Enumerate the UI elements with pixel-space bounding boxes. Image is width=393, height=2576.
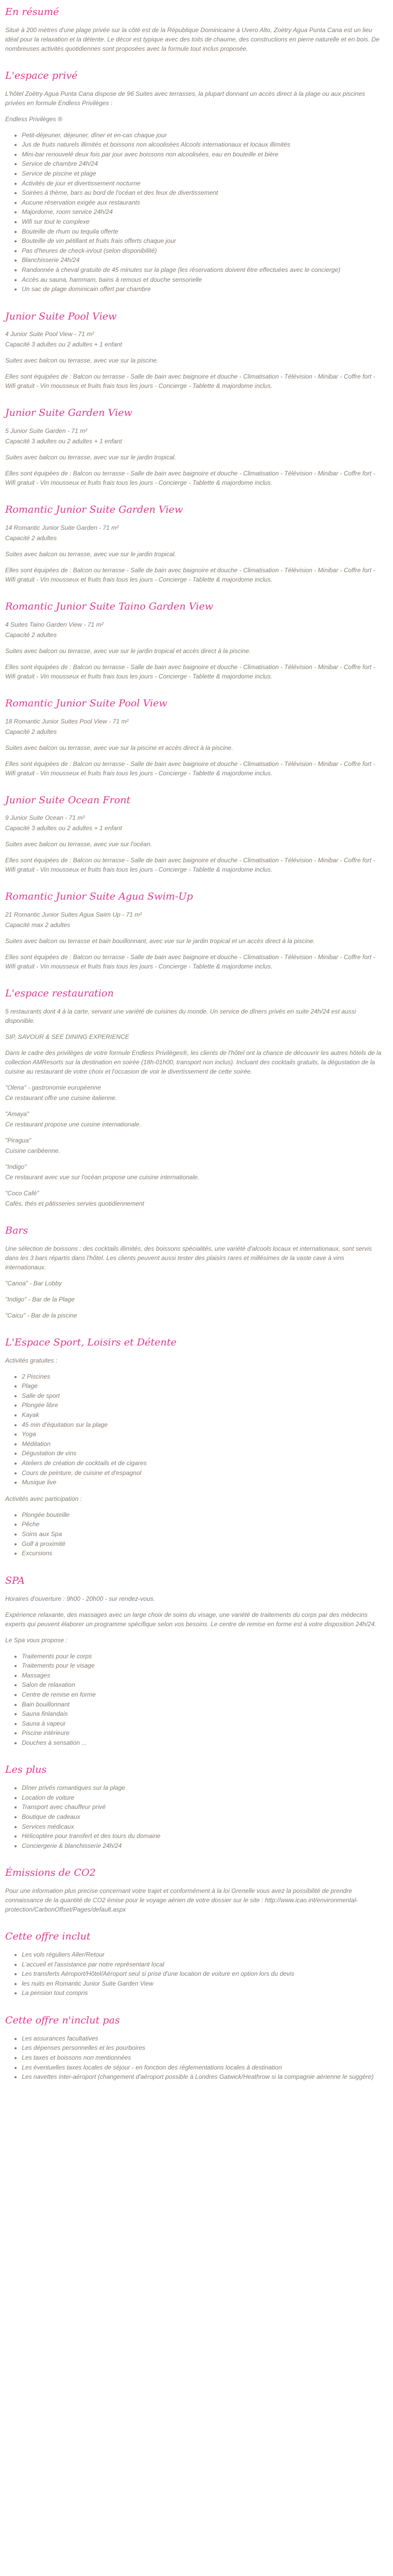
section-spa bbox=[5, 1575, 385, 1748]
list-item: • Un sac de plage dominicain offert par chambre bbox=[22, 284, 385, 294]
list-item: • Pas d'heures de check-in/out (selon disponibilité) bbox=[22, 246, 385, 256]
paragraph: Elles sont équipées de : Balcon ou terrasse - Salle de bain avec baignoire et douche - Climatisation - Télévision - Minibar - Coffre fort - Wifi gratuit - Vin mousseux et fruits frais tous les jours - Concierge - Tablette & majordome inclus. bbox=[5, 663, 375, 680]
section-les-plus bbox=[5, 1764, 385, 1850]
paragraph: Cafés, thés et pâtisseries servies quotidiennement bbox=[5, 1200, 145, 1208]
section-heading: Cette offre inclut bbox=[5, 1931, 91, 1943]
section-espace-restauration bbox=[5, 988, 385, 1208]
list-item: • Service de chambre 24h/24 bbox=[22, 159, 385, 169]
section-heading: Bars bbox=[5, 1225, 29, 1237]
list-item: • Centre de remise en forme bbox=[22, 1690, 385, 1700]
list-item: • Plongée bouteille bbox=[22, 1510, 385, 1520]
section-heading: Junior Suite Ocean Front bbox=[5, 794, 131, 806]
paragraph: Ce restaurant propose une cuisine internationale. bbox=[5, 1121, 142, 1128]
paragraph: Suites avec balcon ou terrasse, avec vue sur la piscine. bbox=[5, 357, 159, 365]
paragraph: Activités avec participation : bbox=[5, 1495, 82, 1502]
list-item: • Wifi sur tout le complexe bbox=[22, 217, 385, 227]
paragraph: Cuisine caribéenne. bbox=[5, 1147, 61, 1155]
section-espace-sport-loisirs-detente bbox=[5, 1337, 385, 1558]
paragraph: 4 Junior Suite Pool View - 71 m² bbox=[5, 330, 94, 338]
paragraph: "Coco Café" bbox=[5, 1190, 39, 1197]
paragraph: "Amaya" bbox=[5, 1110, 29, 1118]
section-heading: Cette offre n'inclut pas bbox=[5, 2015, 120, 2026]
list-item: • Soirées à thème, bars au bord de l'océan et des feux de divertissement bbox=[22, 188, 385, 198]
list-item: • Les navettes inter-aéroport (changement d'aéroport possible à Londres Gatwick/Heathrow si la compagnie aérienne le suggère) bbox=[22, 2072, 385, 2082]
paragraph: Capacité 2 adultes bbox=[5, 631, 57, 639]
paragraph: SIP, SAVOUR & SEE DINING EXPERIENCE bbox=[5, 1033, 130, 1041]
section-en-resume bbox=[5, 6, 385, 53]
paragraph: Elles sont équipées de : Balcon ou terrasse - Salle de bain avec baignoire et douche - Climatisation - Télévision - Minibar - Coffre fort - Wifi gratuit - Vin mousseux et fruits frais tous les jours - Concierge - Tablette & majordome inclus. bbox=[5, 760, 375, 777]
section-heading: Romantic Junior Suite Agua Swim-Up bbox=[5, 891, 193, 903]
list-item: • Location de voiture bbox=[22, 1793, 385, 1803]
list-item: • La pension tout compris bbox=[22, 1988, 385, 1998]
list-item: • Dégustation de vins bbox=[22, 1449, 385, 1458]
paragraph: Suites avec balcon ou terrasse et bain bouillonnant, avec vue sur le jardin tropical et un accès direct à la piscine. bbox=[5, 937, 315, 945]
paragraph: "Indigo" - Bar de la Plage bbox=[5, 1295, 75, 1303]
section-bars bbox=[5, 1225, 385, 1320]
section-heading: Romantic Junior Suite Pool View bbox=[5, 697, 167, 709]
paragraph: "Caicu" - Bar de la piscine bbox=[5, 1311, 77, 1319]
list-item: • Golf à proximité bbox=[22, 1539, 385, 1549]
list-item: • L'accueil et l'assistance par notre représentant local bbox=[22, 1960, 385, 1970]
list-item: • Salle de sport bbox=[22, 1391, 385, 1401]
list-item: • Douches à sensation ... bbox=[22, 1738, 385, 1748]
section-heading: L'espace privé bbox=[5, 69, 78, 81]
paragraph: Capacité max 2 adultes bbox=[5, 921, 71, 929]
section-romantic-junior-suite-pool-view bbox=[5, 698, 385, 778]
paragraph: Pour une information plus precise concernant votre trajet et conformément à la loi Grenelle vous avez la possibilité de prendre connaissance de la quantité de CO2 émise pour le voyage aérien de votre dossier sur le site : http://www.icao.int/environmental-protection/CarbonOffset/Pages/default.aspx bbox=[5, 1887, 358, 1914]
list-item: • Soins aux Spa bbox=[22, 1529, 385, 1539]
document-body bbox=[5, 6, 385, 2082]
bullet-list bbox=[5, 1510, 385, 1558]
paragraph: 18 Romantic Junior Suites Pool View - 71 m² bbox=[5, 717, 129, 725]
list-item: • Plage bbox=[22, 1381, 385, 1391]
section-emissions-co2 bbox=[5, 1867, 385, 1914]
list-item: • Les dépenses personnelles et les pourboires bbox=[22, 2043, 385, 2053]
list-item: • Majordome, room service 24h/24 bbox=[22, 207, 385, 217]
bullet-list bbox=[5, 131, 385, 294]
list-item: • Les transferts Aéroport/Hôtel/Aéroport seul si prise d'une location de voiture en option lors du devis bbox=[22, 1969, 385, 1979]
paragraph: "Canoa" - Bar Lobby bbox=[5, 1279, 62, 1287]
list-item: • Les vols réguliers Aller/Retour bbox=[22, 1950, 385, 1960]
paragraph: Capacité 3 adultes ou 2 adultes + 1 enfant bbox=[5, 341, 122, 349]
list-item: • Services médicaux bbox=[22, 1822, 385, 1832]
list-item: • Yoga bbox=[22, 1429, 385, 1439]
list-item: • Petit-déjeuner, déjeuner, dîner et en-cas chaque jour bbox=[22, 131, 385, 140]
section-cette-offre-n-inclut-pas bbox=[5, 2015, 385, 2082]
paragraph: 21 Romantic Junior Suites Agua Swim Up - 71 m² bbox=[5, 911, 142, 919]
paragraph: Capacité 2 adultes bbox=[5, 534, 57, 542]
list-item: • Aucune réservation exigée aux restaurants bbox=[22, 198, 385, 208]
list-item: • Salon de relaxation bbox=[22, 1680, 385, 1690]
paragraph: 5 Junior Suite Garden - 71 m² bbox=[5, 427, 88, 435]
paragraph: Ce restaurant avec vue sur l'océan propose une cuisine internationale. bbox=[5, 1174, 200, 1181]
list-item: • Sauna finlandais bbox=[22, 1709, 385, 1719]
list-item: • Sauna à vapeur bbox=[22, 1719, 385, 1729]
paragraph: Suites avec balcon ou terrasse, avec vue sur l'océan. bbox=[5, 841, 152, 848]
list-item: • Boutique de cadeaux bbox=[22, 1812, 385, 1822]
paragraph: Endless Privilèges ® bbox=[5, 115, 63, 123]
section-heading: Émissions de CO2 bbox=[5, 1867, 96, 1879]
list-item: • Bouteille de vin pétillant et fruits frais offerts chaque jour bbox=[22, 236, 385, 246]
list-item: • Accès au sauna, hammam, bains à remous et douche sensorielle bbox=[22, 275, 385, 285]
section-heading: Les plus bbox=[5, 1764, 47, 1776]
section-heading: En résumé bbox=[5, 6, 59, 18]
list-item: • Dîner privés romantiques sur la plage bbox=[22, 1783, 385, 1793]
list-item: • Cours de peinture, de cuisine et d'espagnol bbox=[22, 1468, 385, 1478]
list-item: • 2 Piscines bbox=[22, 1372, 385, 1382]
paragraph: Horaires d'ouverture : 9h00 - 20h00 - sur rendez-vous. bbox=[5, 1595, 156, 1602]
list-item: • Conciergerie & blanchisserie 24h/24 bbox=[22, 1841, 385, 1851]
paragraph: Dans le cadre des privilèges de votre formule Endless Privilèges®, les clients de l'hôtel ont la chance de découvrir les autres hôtels de la collection AMResorts sur la destination en soirée (18h-01h00, transport non inclus). Incluant des cocktails gratuits, la dégustation de la cuisine au restaurant de votre choix et l'occasion de voir le divertissement de cette soirée. bbox=[5, 1049, 382, 1076]
section-heading: L'Espace Sport, Loisirs et Détente bbox=[5, 1336, 177, 1348]
list-item: • Plongée libre bbox=[22, 1400, 385, 1410]
section-junior-suite-pool-view bbox=[5, 311, 385, 391]
paragraph: Le Spa vous propose : bbox=[5, 1636, 68, 1644]
list-item: • Activités de jour et divertissement nocturne bbox=[22, 179, 385, 189]
paragraph: "Piragua" bbox=[5, 1137, 31, 1145]
paragraph: Suites avec balcon ou terrasse, avec vue sur le jardin tropical. bbox=[5, 454, 176, 461]
bullet-list bbox=[5, 1372, 385, 1487]
list-item: • Service de piscine et plage bbox=[22, 169, 385, 179]
section-heading: Junior Suite Pool View bbox=[5, 310, 117, 322]
paragraph: "Olena" - gastronomie européenne bbox=[5, 1084, 101, 1092]
section-heading: Junior Suite Garden View bbox=[5, 407, 133, 419]
section-junior-suite-ocean-front bbox=[5, 794, 385, 875]
list-item: • Pêche bbox=[22, 1519, 385, 1529]
list-item: • Méditation bbox=[22, 1439, 385, 1449]
paragraph: Ce restaurant offre une cuisine italienne. bbox=[5, 1094, 117, 1102]
paragraph: Capacité 3 adultes ou 2 adultes + 1 enfant bbox=[5, 824, 122, 832]
bullet-list bbox=[5, 1783, 385, 1850]
list-item: • Randonnée à cheval gratuite de 45 minutes sur la plage (les réservations doivent être effectuées avec le concierge) bbox=[22, 265, 385, 275]
list-item: • Les éventuelles taxes locales de séjour - en fonction des réglementations locales à destination bbox=[22, 2063, 385, 2073]
section-heading: Romantic Junior Suite Taino Garden View bbox=[5, 601, 214, 613]
list-item: • Traitements pour le visage bbox=[22, 1661, 385, 1671]
paragraph: Elles sont équipées de : Balcon ou terrasse - Salle de bain avec baignoire et douche - Climatisation - Télévision - Minibar - Coffre fort - Wifi gratuit - Vin mousseux et fruits frais tous les jours - Concierge - Tablette & majordome inclus. bbox=[5, 470, 375, 487]
paragraph: Elles sont équipées de : Balcon ou terrasse - Salle de bain avec baignoire et douche - Climatisation - Télévision - Minibar - Coffre fort - Wifi gratuit - Vin mousseux et fruits frais tous les jours - Concierge - Tablette & majordome inclus. bbox=[5, 857, 375, 874]
section-heading: SPA bbox=[5, 1574, 25, 1586]
list-item: • Hélicoptère pour transfert et des tours du domaine bbox=[22, 1831, 385, 1841]
list-item: • Bain bouillonnant bbox=[22, 1700, 385, 1710]
paragraph: Capacité 2 adultes bbox=[5, 728, 57, 735]
list-item: • Les taxes et boissons non mentionnées bbox=[22, 2053, 385, 2063]
list-item: • Les assurances facultatives bbox=[22, 2034, 385, 2044]
list-item: • Traitements pour le corps bbox=[22, 1652, 385, 1661]
section-espace-prive bbox=[5, 70, 385, 294]
paragraph: 9 Junior Suite Ocean - 71 m² bbox=[5, 814, 85, 822]
paragraph: L'hôtel Zoëtry Agua Punta Cana dispose de 96 Suites avec terrasses, la plupart donnant un accès direct à la plage ou aux piscines privées en formule Endless Privilèges : bbox=[5, 90, 366, 107]
list-item: • Ateliers de création de cocktails et de cigares bbox=[22, 1458, 385, 1468]
paragraph: Elles sont équipées de : Balcon ou terrasse - Salle de bain avec baignoire et douche - Climatisation - Télévision - Minibar - Coffre fort - Wifi gratuit - Vin mousseux et fruits frais tous les jours - Concierge - Tablette & majordome inclus. bbox=[5, 567, 375, 584]
paragraph: Capacité 3 adultes ou 2 adultes + 1 enfant bbox=[5, 438, 122, 445]
list-item: • Kayak bbox=[22, 1410, 385, 1420]
list-item: • Excursions bbox=[22, 1549, 385, 1558]
list-item: • Piscine intérieure bbox=[22, 1728, 385, 1738]
paragraph: 4 Suites Taino Garden View - 71 m² bbox=[5, 620, 104, 628]
list-item: • Jus de fruits naturels illimités et boissons non alcoolisées Alcools internationaux et locaux illimités bbox=[22, 140, 385, 150]
paragraph: Suites avec balcon ou terrasse, avec vue sur le jardin tropical et accès direct à la piscine. bbox=[5, 647, 251, 655]
paragraph: 14 Romantic Junior Suite Garden - 71 m² bbox=[5, 524, 119, 532]
list-item: • Mini-bar renouvelé deux fois par jour avec boissons non alcoolisées, eau en bouteille et bière bbox=[22, 150, 385, 160]
bullet-list bbox=[5, 1652, 385, 1748]
list-item: • Blanchisserie 24h/24 bbox=[22, 255, 385, 265]
section-romantic-junior-suite-taino-garden-view bbox=[5, 601, 385, 681]
bullet-list bbox=[5, 2034, 385, 2082]
section-heading: L'espace restauration bbox=[5, 988, 114, 1000]
paragraph: Expérience relaxante, des massages avec un large choix de soins du visage, une variété de traitements du corps par des médecins experts qui peuvent élaborer un programme spécifique selon vos besoins. Le centre de remise en forme est à votre disposition 24h/24. bbox=[5, 1611, 376, 1628]
list-item: • Bouteille de rhum ou tequila offerte bbox=[22, 227, 385, 237]
section-cette-offre-inclut bbox=[5, 1931, 385, 1998]
section-junior-suite-garden-view bbox=[5, 407, 385, 487]
list-item: • Transport avec chauffeur privé bbox=[22, 1802, 385, 1812]
section-heading: Romantic Junior Suite Garden View bbox=[5, 504, 183, 516]
list-item: • les nuits en Romantic Junior Suite Garden View bbox=[22, 1979, 385, 1989]
paragraph: Suites avec balcon ou terrasse, avec vue sur la piscine et accès direct à la piscine. bbox=[5, 744, 233, 751]
paragraph: Elles sont équipées de : Balcon ou terrasse - Salle de bain avec baignoire et douche - Climatisation - Télévision - Minibar - Coffre fort - Wifi gratuit - Vin mousseux et fruits frais tous les jours - Concierge - Tablette & majordome inclus. bbox=[5, 373, 375, 390]
list-item: • 45 min d'équitation sur la plage bbox=[22, 1420, 385, 1430]
paragraph: Situé à 200 mètres d'une plage privée sur la côté est de la République Dominicaine à Uvero Alto, Zoëtry Agua Punta Cana est un lieu idéal pour la relaxation et la détente. Le décor est typique avec des toits de chaume, des constructions en pierre naturelle et en bois. De nombreuses activités quotidiennes sont proposées avec la formule tout inclus proposée. bbox=[5, 26, 380, 52]
section-romantic-junior-suite-agua-swim-up bbox=[5, 891, 385, 971]
paragraph: "Indigo" bbox=[5, 1163, 27, 1171]
paragraph: Une sélection de boissons : des cocktails illimités, des boissons spécialités, une variété d'alcools locaux et internationaux, sont servis dans les 3 bars répartis dans l'hôtel. Les clients peuvent aussi tester des plaisirs rares et millésimes de la vaste cave à vins internationaux. bbox=[5, 1244, 372, 1271]
list-item: • Massages bbox=[22, 1671, 385, 1681]
paragraph: Elles sont équipées de : Balcon ou terrasse - Salle de bain avec baignoire et douche - Climatisation - Télévision - Minibar - Coffre fort - Wifi gratuit - Vin mousseux et fruits frais tous les jours - Concierge - Tablette & majordome inclus. bbox=[5, 953, 375, 971]
paragraph: 5 restaurants dont 4 à la carte, servant une variété de cuisines du monde. Un service de dîners privés en suite 24h/24 est aussi disponible. bbox=[5, 1008, 356, 1025]
section-romantic-junior-suite-garden-view bbox=[5, 504, 385, 584]
bullet-list bbox=[5, 1950, 385, 1998]
paragraph: Suites avec balcon ou terrasse, avec vue sur le jardin tropical. bbox=[5, 551, 176, 558]
list-item: • Musique live bbox=[22, 1478, 385, 1487]
paragraph: Activités gratuites : bbox=[5, 1356, 58, 1364]
